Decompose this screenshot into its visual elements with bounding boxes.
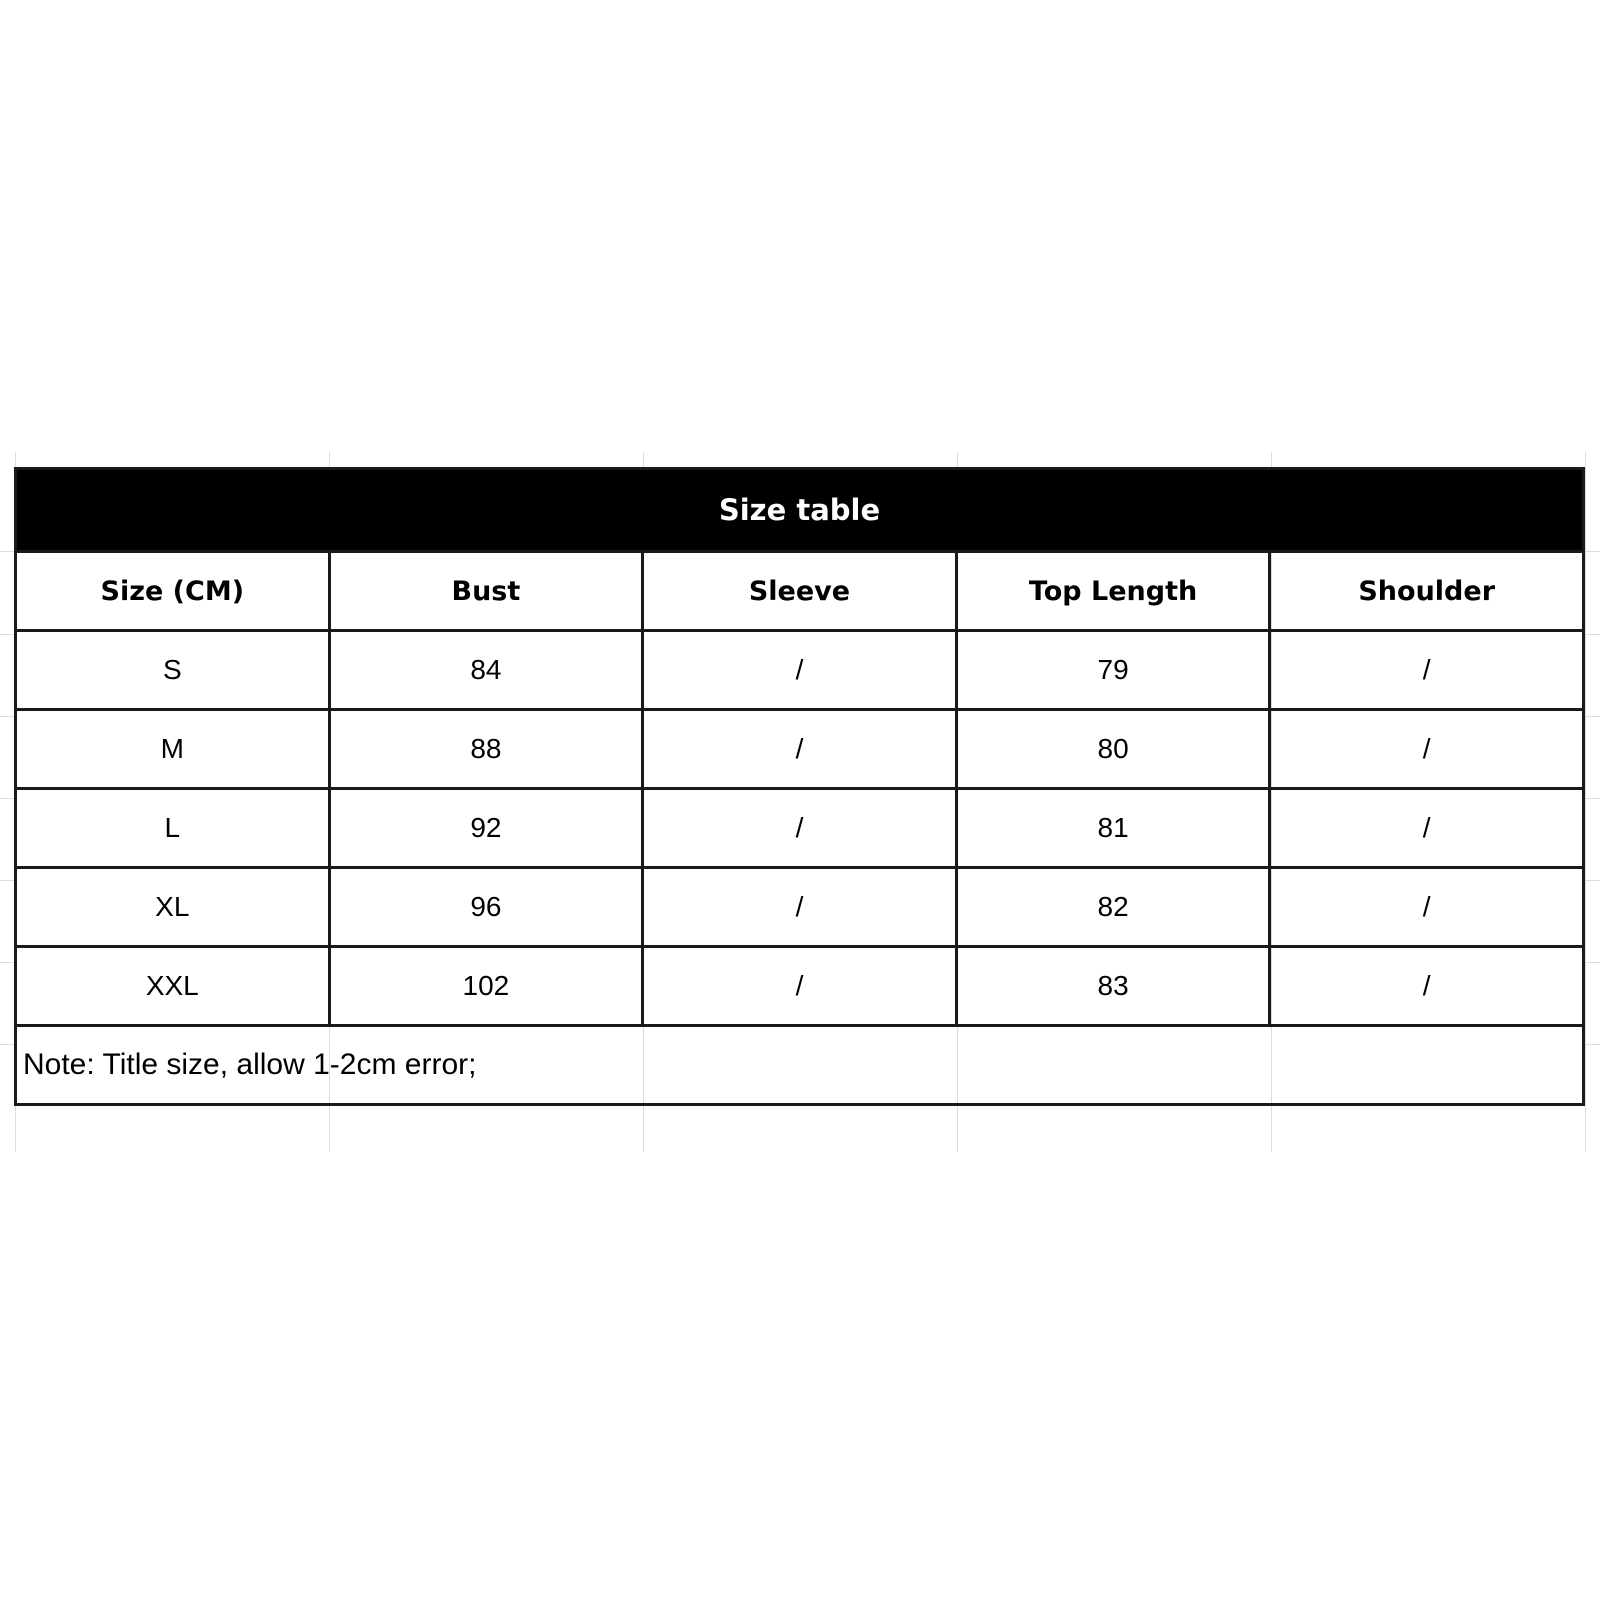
table-note: Note: Title size, allow 1-2cm error;	[16, 1026, 1584, 1105]
header-row	[16, 552, 1584, 631]
cell-shoulder: /	[1270, 947, 1584, 1026]
gridline	[1586, 1044, 1600, 1045]
gridline	[1586, 634, 1600, 635]
header-sleeve: Sleeve	[643, 552, 957, 631]
gridline	[1585, 452, 1586, 1152]
gridline	[0, 880, 14, 881]
cell-top-length: 79	[956, 631, 1270, 710]
size-table	[14, 467, 1585, 1106]
cell-sleeve: /	[643, 789, 957, 868]
title-row	[16, 469, 1584, 552]
gridline	[0, 962, 14, 963]
header-top-length: Top Length	[956, 552, 1270, 631]
cell-sleeve: /	[643, 631, 957, 710]
gridline	[0, 1044, 14, 1045]
header-shoulder: Shoulder	[1270, 552, 1584, 631]
cell-sleeve: /	[643, 947, 957, 1026]
cell-size: XL	[16, 868, 330, 947]
table-row	[16, 631, 1584, 710]
cell-top-length: 80	[956, 710, 1270, 789]
gridline	[1586, 798, 1600, 799]
cell-sleeve: /	[643, 710, 957, 789]
cell-bust: 102	[329, 947, 643, 1026]
cell-size: L	[16, 789, 330, 868]
cell-shoulder: /	[1270, 789, 1584, 868]
table-row	[16, 947, 1584, 1026]
gridline	[1586, 962, 1600, 963]
gridline	[0, 798, 14, 799]
cell-sleeve: /	[643, 868, 957, 947]
gridline	[1586, 716, 1600, 717]
cell-size: S	[16, 631, 330, 710]
header-size: Size (CM)	[16, 552, 330, 631]
cell-bust: 88	[329, 710, 643, 789]
cell-top-length: 81	[956, 789, 1270, 868]
cell-size: M	[16, 710, 330, 789]
cell-shoulder: /	[1270, 868, 1584, 947]
gridline	[0, 716, 14, 717]
table-row	[16, 789, 1584, 868]
gridline	[0, 551, 14, 552]
cell-shoulder: /	[1270, 710, 1584, 789]
header-bust: Bust	[329, 552, 643, 631]
cell-top-length: 83	[956, 947, 1270, 1026]
cell-bust: 84	[329, 631, 643, 710]
note-row	[16, 1026, 1584, 1105]
gridline	[0, 634, 14, 635]
cell-bust: 92	[329, 789, 643, 868]
table-row	[16, 710, 1584, 789]
cell-top-length: 82	[956, 868, 1270, 947]
gridline	[1586, 551, 1600, 552]
cell-shoulder: /	[1270, 631, 1584, 710]
gridline	[1586, 880, 1600, 881]
cell-bust: 96	[329, 868, 643, 947]
cell-size: XXL	[16, 947, 330, 1026]
table-title: Size table	[16, 469, 1584, 552]
table-row	[16, 868, 1584, 947]
